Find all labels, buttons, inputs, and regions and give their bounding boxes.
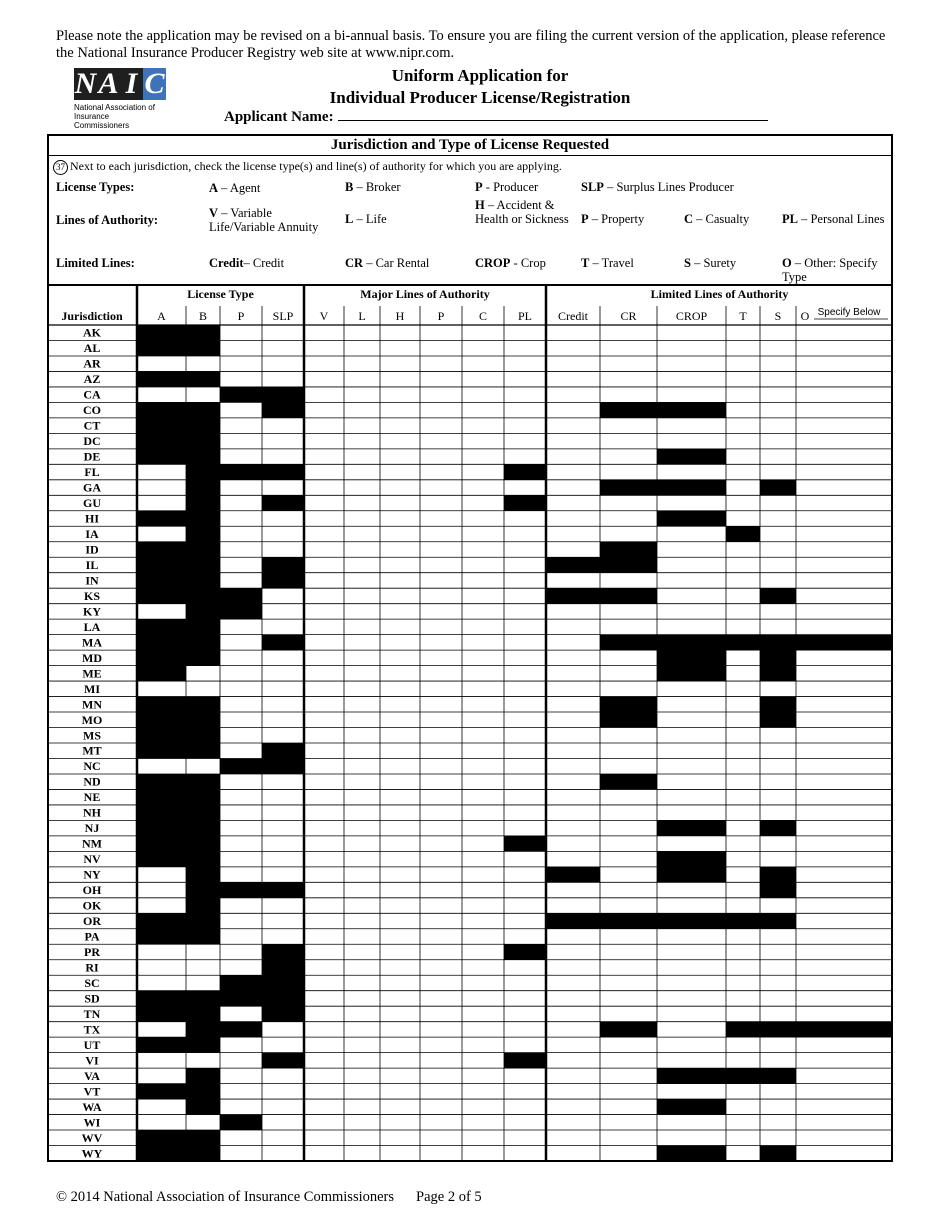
blocked-cell-fl-2: [220, 464, 262, 479]
blocked-cell-ks-0: [137, 588, 186, 603]
blocked-cell-nm-0: [137, 836, 186, 851]
blocked-cell-dc-1: [186, 433, 220, 448]
blocked-cell-az-1: [186, 371, 220, 386]
blocked-cell-de-0: [137, 449, 186, 464]
jurisdiction-wi: WI: [83, 1115, 101, 1130]
blocked-cell-ks-11: [600, 588, 657, 603]
blocked-cell-ca-2: [220, 387, 262, 402]
column-header: L: [358, 309, 366, 323]
blocked-cell-il-10: [546, 557, 600, 572]
blocked-cell-id-1: [186, 542, 220, 557]
jurisdiction-nd: ND: [83, 774, 101, 789]
legend-limited-o: O – Other: Specify Type: [782, 256, 878, 284]
blocked-cell-gu-1: [186, 495, 220, 510]
form-title-line1: Uniform Application for: [391, 66, 569, 85]
blocked-cell-ks-14: [760, 588, 796, 603]
blocked-cell-vi-9: [504, 1053, 546, 1068]
jurisdiction-ms: MS: [83, 728, 101, 743]
legend-loa-h: H – Accident & Health or Sickness: [475, 198, 569, 226]
revision-notice: Please note the application may be revised on a bi-annual basis. To ensure you are filing the current version of the application, please reference the National Insurance Producer Registry web site at www.nipr.com.: [56, 28, 886, 61]
jurisdiction-nv: NV: [83, 852, 101, 867]
logo-subtitle-line1: National Association of: [74, 103, 155, 112]
form-title-line2: Individual Producer License/Registration: [329, 88, 631, 107]
jurisdiction-il: IL: [85, 557, 99, 572]
blocked-cell-or-12: [657, 913, 726, 928]
blocked-cell-nh-0: [137, 805, 186, 820]
blocked-cell-or-11: [600, 913, 657, 928]
blocked-cell-il-1: [186, 557, 220, 572]
column-header: P: [437, 309, 445, 323]
blocked-cell-or-10: [546, 913, 600, 928]
legend-loa-l: L – Life: [345, 212, 387, 226]
legend-loa-p: P – Property: [581, 212, 645, 226]
blocked-cell-nv-12: [657, 851, 726, 866]
blocked-cell-ga-12: [657, 480, 726, 495]
blocked-cell-co-1: [186, 402, 220, 417]
blocked-cell-ct-0: [137, 418, 186, 433]
blocked-cell-tx-15: [796, 1022, 893, 1037]
blocked-cell-mt-0: [137, 743, 186, 758]
blocked-cell-mo-0: [137, 712, 186, 727]
column-header: Credit: [558, 309, 588, 323]
blocked-cell-ca-3: [262, 387, 304, 402]
blocked-cell-pr-3: [262, 944, 304, 959]
blocked-cell-ri-3: [262, 960, 304, 975]
blocked-cell-co-0: [137, 402, 186, 417]
column-header: H: [395, 309, 405, 323]
blocked-cell-md-1: [186, 650, 220, 665]
column-header: PL: [517, 309, 533, 323]
jurisdiction-az: AZ: [83, 372, 101, 387]
jurisdiction-vt: VT: [83, 1084, 101, 1099]
jurisdiction-mi: MI: [84, 681, 100, 696]
blocked-cell-fl-3: [262, 464, 304, 479]
blocked-cell-pa-0: [137, 929, 186, 944]
blocked-cell-ia-1: [186, 526, 220, 541]
blocked-cell-ak-1: [186, 325, 220, 340]
blocked-cell-ny-10: [546, 867, 600, 882]
blocked-cell-ma-13: [726, 635, 760, 650]
blocked-cell-ga-1: [186, 480, 220, 495]
blocked-cell-nd-1: [186, 774, 220, 789]
applicant-name-row: Applicant Name:: [224, 108, 768, 126]
column-header: CR: [620, 309, 637, 323]
jurisdiction-mn: MN: [82, 697, 102, 712]
legend-loa-c: C – Casualty: [684, 212, 750, 226]
blocked-cell-gu-3: [262, 495, 304, 510]
blocked-cell-al-1: [186, 340, 220, 355]
blocked-cell-mt-1: [186, 743, 220, 758]
column-header: B: [198, 309, 208, 323]
jurisdiction-ar: AR: [83, 356, 101, 371]
blocked-cell-md-12: [657, 650, 726, 665]
jurisdiction-pr: PR: [84, 945, 100, 959]
legend-loa-v: V – Variable Life/Variable Annuity: [209, 206, 319, 234]
blocked-cell-az-0: [137, 371, 186, 386]
jurisdiction-ky: KY: [83, 604, 101, 619]
blocked-cell-hi-12: [657, 511, 726, 526]
jurisdiction-or: OR: [83, 914, 101, 929]
blocked-cell-oh-3: [262, 882, 304, 897]
blocked-cell-wv-1: [186, 1130, 220, 1145]
blocked-cell-oh-2: [220, 882, 262, 897]
blocked-cell-mo-11: [600, 712, 657, 727]
jurisdiction-co: CO: [83, 403, 101, 418]
jurisdiction-de: DE: [83, 449, 101, 464]
jurisdiction-wv: WV: [81, 1130, 103, 1145]
blocked-cell-nd-0: [137, 774, 186, 789]
blocked-cell-pr-9: [504, 944, 546, 959]
jurisdiction-tn: TN: [83, 1006, 101, 1021]
section-title: Jurisdiction and Type of License Requested: [47, 134, 893, 156]
blocked-cell-ma-3: [262, 635, 304, 650]
logo-letter-n: N: [74, 67, 97, 100]
blocked-cell-de-1: [186, 449, 220, 464]
jurisdiction-ny: NY: [83, 867, 101, 882]
blocked-cell-in-1: [186, 573, 220, 588]
blocked-cell-tx-13: [726, 1022, 760, 1037]
blocked-cell-oh-14: [760, 882, 796, 897]
blocked-cell-wy-14: [760, 1146, 796, 1161]
blocked-cell-vt-1: [186, 1084, 220, 1099]
column-header: C: [478, 309, 488, 323]
blocked-cell-nj-14: [760, 820, 796, 835]
jurisdiction-in: IN: [85, 573, 99, 588]
blocked-cell-tx-2: [220, 1022, 262, 1037]
jurisdiction-ga: GA: [83, 480, 101, 495]
blocked-cell-ma-14: [760, 635, 796, 650]
blocked-cell-mn-0: [137, 697, 186, 712]
blocked-cell-gu-9: [504, 495, 546, 510]
blocked-cell-ga-14: [760, 480, 796, 495]
column-header: V: [319, 309, 329, 323]
blocked-cell-co-11: [600, 402, 657, 417]
jurisdiction-hi: HI: [84, 511, 100, 526]
blocked-cell-wa-1: [186, 1099, 220, 1114]
jurisdiction-tx: TX: [83, 1022, 101, 1037]
blocked-cell-ks-10: [546, 588, 600, 603]
blocked-cell-wy-1: [186, 1146, 220, 1161]
blocked-cell-vi-3: [262, 1053, 304, 1068]
blocked-cell-fl-9: [504, 464, 546, 479]
blocked-cell-in-0: [137, 573, 186, 588]
blocked-cell-sc-2: [220, 975, 262, 990]
jurisdiction-wy: WY: [81, 1146, 103, 1161]
blocked-cell-wi-2: [220, 1115, 262, 1130]
jurisdiction-mo: MO: [81, 712, 103, 727]
column-header: O: [800, 309, 810, 323]
blocked-cell-va-1: [186, 1068, 220, 1083]
blocked-cell-wv-0: [137, 1130, 186, 1145]
column-header: SLP: [272, 309, 294, 323]
blocked-cell-va-14: [760, 1068, 796, 1083]
blocked-cell-wy-12: [657, 1146, 726, 1161]
jurisdiction-nh: NH: [83, 805, 101, 820]
blocked-cell-la-0: [137, 619, 186, 634]
blocked-cell-ky-1: [186, 604, 220, 619]
jurisdiction-sd: SD: [84, 991, 100, 1006]
blocked-cell-nm-9: [504, 836, 546, 851]
blocked-cell-oh-1: [186, 882, 220, 897]
blocked-cell-il-11: [600, 557, 657, 572]
jurisdiction-al: AL: [83, 341, 101, 356]
blocked-cell-mn-11: [600, 697, 657, 712]
blocked-cell-ny-12: [657, 867, 726, 882]
group-header: License Type: [187, 287, 254, 301]
legend-license-b: B – Broker: [345, 180, 401, 194]
logo-letter-a: A: [98, 67, 119, 100]
blocked-cell-nj-1: [186, 820, 220, 835]
legend-license-p: P - Producer: [475, 180, 539, 194]
blocked-cell-me-0: [137, 666, 186, 681]
blocked-cell-sd-2: [220, 991, 262, 1006]
blocked-cell-fl-1: [186, 464, 220, 479]
blocked-cell-co-12: [657, 402, 726, 417]
jurisdiction-ia: IA: [85, 527, 99, 541]
blocked-cell-ut-0: [137, 1037, 186, 1052]
blocked-cell-md-14: [760, 650, 796, 665]
blocked-cell-mn-14: [760, 697, 796, 712]
jurisdiction-nj: NJ: [84, 821, 100, 836]
blocked-cell-ak-0: [137, 325, 186, 340]
jurisdiction-ok: OK: [82, 898, 102, 913]
loa-label: Lines of Authority:: [56, 213, 159, 227]
blocked-cell-nd-11: [600, 774, 657, 789]
blocked-cell-me-14: [760, 666, 796, 681]
blocked-cell-mo-1: [186, 712, 220, 727]
blocked-cell-tx-11: [600, 1022, 657, 1037]
legend-limited-crop: CROP - Crop: [475, 256, 546, 270]
blocked-cell-ks-2: [220, 588, 262, 603]
blocked-cell-il-3: [262, 557, 304, 572]
license-types-label: License Types:: [56, 180, 135, 194]
blocked-cell-co-3: [262, 402, 304, 417]
column-header: A: [157, 309, 166, 323]
blocked-cell-md-0: [137, 650, 186, 665]
jurisdiction-va: VA: [84, 1068, 100, 1083]
blocked-cell-ne-0: [137, 789, 186, 804]
blocked-cell-ks-1: [186, 588, 220, 603]
blocked-cell-ma-15: [796, 635, 893, 650]
jurisdiction-nm: NM: [82, 836, 102, 851]
blocked-cell-id-0: [137, 542, 186, 557]
jurisdiction-ma: MA: [82, 635, 102, 650]
jurisdiction-wa: WA: [82, 1099, 102, 1114]
jurisdiction-ri: RI: [85, 960, 99, 975]
blocked-cell-sd-0: [137, 991, 186, 1006]
blocked-cell-mt-3: [262, 743, 304, 758]
jurisdiction-id: ID: [85, 542, 99, 557]
blocked-cell-wa-12: [657, 1099, 726, 1114]
blocked-cell-ky-2: [220, 604, 262, 619]
jurisdiction-ne: NE: [83, 790, 101, 805]
blocked-cell-nh-1: [186, 805, 220, 820]
blocked-cell-or-13: [726, 913, 760, 928]
column-header: S: [774, 309, 782, 323]
blocked-cell-ny-14: [760, 867, 796, 882]
blocked-cell-me-12: [657, 666, 726, 681]
jurisdiction-mt: MT: [82, 743, 102, 758]
blocked-cell-tn-3: [262, 1006, 304, 1021]
legend-limited-credit: Credit– Credit: [209, 256, 285, 270]
blocked-cell-tx-1: [186, 1022, 220, 1037]
legend-license-a: A – Agent: [209, 181, 261, 195]
group-header: Limited Lines of Authority: [650, 287, 789, 301]
column-header: T: [739, 309, 747, 323]
jurisdiction-sc: SC: [84, 975, 100, 990]
blocked-cell-ms-0: [137, 728, 186, 743]
legend-loa-pl: PL – Personal Lines: [782, 212, 885, 226]
column-header: P: [237, 309, 245, 323]
jurisdiction-dc: DC: [83, 434, 101, 449]
blocked-cell-ma-0: [137, 635, 186, 650]
applicant-name-label: Applicant Name: [224, 109, 329, 125]
blocked-cell-wy-0: [137, 1146, 186, 1161]
blocked-cell-tx-14: [760, 1022, 796, 1037]
blocked-cell-or-14: [760, 913, 796, 928]
blocked-cell-tn-0: [137, 1006, 186, 1021]
blocked-cell-ny-1: [186, 867, 220, 882]
blocked-cell-ms-1: [186, 728, 220, 743]
blocked-cell-in-3: [262, 573, 304, 588]
blocked-cell-nc-3: [262, 758, 304, 773]
blocked-cell-ut-1: [186, 1037, 220, 1052]
blocked-cell-va-13: [726, 1068, 760, 1083]
logo-letter-c: C: [144, 67, 165, 100]
jurisdiction-ak: AK: [83, 325, 101, 340]
question-number: 37: [53, 160, 68, 175]
blocked-cell-or-0: [137, 913, 186, 928]
specify-below-label: Specify Below: [817, 307, 881, 318]
blocked-cell-va-12: [657, 1068, 726, 1083]
blocked-cell-ct-1: [186, 418, 220, 433]
blocked-cell-nj-0: [137, 820, 186, 835]
jurisdiction-ks: KS: [83, 588, 101, 603]
blocked-cell-or-1: [186, 913, 220, 928]
blocked-cell-id-11: [600, 542, 657, 557]
blocked-cell-ma-1: [186, 635, 220, 650]
blocked-cell-tn-1: [186, 1006, 220, 1021]
blocked-cell-hi-1: [186, 511, 220, 526]
blocked-cell-nv-0: [137, 851, 186, 866]
blocked-cell-vt-0: [137, 1084, 186, 1099]
blocked-cell-nm-1: [186, 836, 220, 851]
blocked-cell-il-0: [137, 557, 186, 572]
blocked-cell-ne-1: [186, 789, 220, 804]
group-header: Major Lines of Authority: [360, 287, 490, 301]
blocked-cell-nc-2: [220, 758, 262, 773]
blocked-cell-ok-1: [186, 898, 220, 913]
blocked-cell-sd-3: [262, 991, 304, 1006]
blocked-cell-de-12: [657, 449, 726, 464]
blocked-cell-la-1: [186, 619, 220, 634]
jurisdiction-vi: VI: [85, 1053, 99, 1068]
blocked-cell-nj-12: [657, 820, 726, 835]
blocked-cell-sc-3: [262, 975, 304, 990]
blocked-cell-dc-0: [137, 433, 186, 448]
jurisdiction-fl: FL: [84, 465, 100, 480]
instruction-text: Next to each jurisdiction, check the license type(s) and line(s) of authority for which you are applying.: [70, 159, 562, 173]
jurisdiction-ca: CA: [83, 387, 101, 402]
jurisdiction-gu: GU: [83, 496, 101, 511]
blocked-cell-ia-13: [726, 526, 760, 541]
jurisdiction-oh: OH: [82, 883, 102, 898]
legend-limited-t: T – Travel: [581, 256, 634, 270]
blocked-cell-sd-1: [186, 991, 220, 1006]
legend-limited-cr: CR – Car Rental: [345, 256, 430, 270]
blocked-cell-pa-1: [186, 929, 220, 944]
blocked-cell-mn-1: [186, 697, 220, 712]
blocked-cell-nv-1: [186, 851, 220, 866]
blocked-cell-ma-11: [600, 635, 657, 650]
jurisdiction-pa: PA: [84, 929, 100, 944]
column-header: CROP: [675, 309, 708, 323]
jurisdiction-me: ME: [82, 666, 102, 681]
legend-license-slp: SLP – Surplus Lines Producer: [581, 180, 734, 194]
footer-page-number: Page 2 of 5: [416, 1189, 482, 1205]
footer-copyright: © 2014 National Association of Insurance Commissioners: [56, 1189, 395, 1205]
blocked-cell-al-0: [137, 340, 186, 355]
jurisdiction-md: MD: [82, 650, 102, 665]
jurisdiction-ut: UT: [83, 1037, 101, 1052]
jurisdiction-header: Jurisdiction: [61, 309, 123, 323]
blocked-cell-hi-0: [137, 511, 186, 526]
jurisdiction-ct: CT: [83, 418, 101, 433]
blocked-cell-ga-11: [600, 480, 657, 495]
footer: [56, 1189, 504, 1206]
limited-lines-label: Limited Lines:: [56, 256, 135, 270]
legend-limited-s: S – Surety: [684, 256, 737, 270]
logo-letter-i: I: [120, 68, 143, 100]
blocked-cell-ma-12: [657, 635, 726, 650]
jurisdiction-la: LA: [83, 619, 101, 634]
logo-subtitle-line2: Insurance Commissioners: [74, 112, 130, 130]
jurisdiction-nc: NC: [83, 759, 101, 774]
blocked-cell-mo-14: [760, 712, 796, 727]
